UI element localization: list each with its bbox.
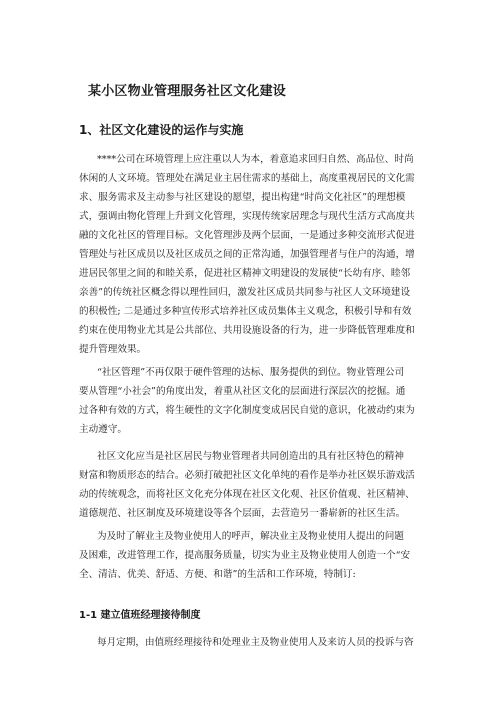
paragraph-line: 融的文化社区的管理目标。文化管理涉及两个层面，一是通过多种交流形式促进	[79, 230, 415, 241]
paragraph-line: 约束在使用物业尤其是公共部位、共用设施设备的行为，进一步降低管理难度和	[79, 325, 415, 336]
document-title: 某小区物业管理服务社区文化建设	[88, 84, 287, 99]
paragraph-line: 每月定期，由值班经理接待和处理业主及物业使用人及来访人员的投诉与咨	[97, 637, 414, 648]
paragraph-line: 过各种有效的方式，将生硬性的文字化制度变成居民自觉的意识，化被动约束为	[79, 405, 415, 416]
paragraph-line: 道德规范、社区制度及环境建设等各个层面，去营造另一番崭新的社区生活。	[79, 508, 406, 519]
paragraph-line: 全、清洁、优美、舒适、方便、和谐”的生活和工作环境，特制订:	[79, 569, 356, 580]
paragraph-line: 及困难，改进管理工作，提高服务质量，切实为业主及物业使用人创造一个“安	[79, 550, 411, 561]
paragraph-line: 要从管理“小社会”的角度出发，着重从社区文化的层面进行深层次的挖掘。通	[79, 386, 406, 397]
paragraph-line: 为及时了解业主及物业使用人的呼声，解决业主及物业使用人提出的问题	[97, 531, 404, 542]
paragraph-line: 社区文化应当是社区居民与物业管理者共同创造出的具有社区特色的精神	[97, 451, 404, 462]
paragraph-line: 财富和物质形态的结合。必须打破把社区文化单纯的看作是举办社区娱乐游戏活	[79, 470, 415, 481]
paragraph-line: ****公司在环境管理上应注重以人为本，着意追求回归自然、高品位、时尚	[97, 154, 414, 165]
paragraph-line: 式，强调由物化管理上升到文化管理，实现传统家居理念与现代生活方式高度共	[79, 211, 415, 222]
subsection-heading: 1-1 建立值班经理接待制度	[79, 610, 201, 621]
paragraph-line: 休闲的人文环境。管理处在满足业主居住需求的基础上，高度重视居民的文化需	[79, 173, 415, 184]
paragraph-line: 的积极性; 二是通过多种宣传形式培养社区成员集体主义观念，积极引导和有效	[79, 306, 412, 317]
paragraph-line: 主动遵守。	[79, 424, 127, 435]
paragraph-line: 亲善”的传统社区概念得以理性回归，激发社区成员共同参与社区人文环境建设	[79, 287, 411, 298]
section-heading: 1、社区文化建设的运作与实施	[79, 123, 244, 137]
paragraph-line: “社区管理”不再仅限于硬件管理的达标、服务提供的到位。物业管理公司	[97, 367, 405, 378]
paragraph-line: 管理处与社区成员以及社区成员之间的正常沟通，加强管理者与住户的沟通，增	[79, 249, 415, 260]
paragraph-line: 求、服务需求及主动参与社区建设的愿望，提出构建“时尚文化社区”的理想模	[79, 192, 406, 203]
paragraph-line: 提升管理效果。	[79, 344, 147, 355]
paragraph-line: 进居民邻里之间的和睦关系，促进社区精神文明建设的发展使“长幼有序、睦邻	[79, 268, 411, 279]
paragraph-line: 动的传统观念，而将社区文化充分体现在社区文化观、社区价值观、社区精神、	[79, 489, 415, 500]
